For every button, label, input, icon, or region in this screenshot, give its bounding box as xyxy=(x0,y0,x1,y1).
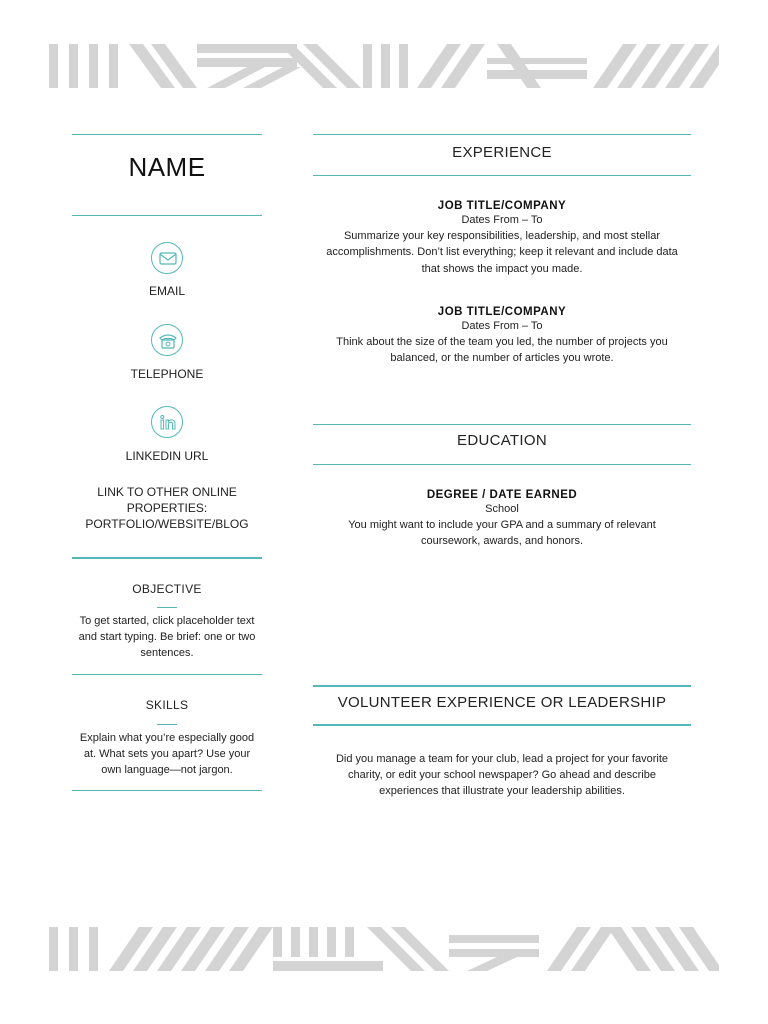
education-top-rule xyxy=(313,424,691,425)
experience-bottom-rule xyxy=(313,175,691,176)
objective-heading: OBJECTIVE xyxy=(132,582,202,596)
bottom-decorative-banner xyxy=(47,927,719,971)
school-name: School xyxy=(485,503,519,515)
objective-text xyxy=(72,613,262,662)
left-top-rule xyxy=(72,134,262,135)
job-dates: Dates From – To xyxy=(461,320,543,332)
objective-line: sentences. xyxy=(140,647,194,660)
objective-mini-rule xyxy=(157,607,177,608)
left-objective-rule xyxy=(72,557,262,559)
left-skills-rule xyxy=(72,674,262,675)
top-decorative-banner xyxy=(47,44,719,88)
other-links-line: PORTFOLIO/WEBSITE/BLOG xyxy=(85,517,249,531)
education-bottom-rule xyxy=(313,464,691,465)
skills-line: Explain what you’re especially good xyxy=(79,732,255,744)
volunteer-description-line: charity, or edit your school newspaper? Go ahead and describe xyxy=(348,769,656,782)
experience-heading: EXPERIENCE xyxy=(452,144,552,161)
job-dates: Dates From – To xyxy=(461,214,543,226)
education-heading: EDUCATION xyxy=(457,432,547,449)
skills-mini-rule xyxy=(157,724,177,725)
left-bottom-rule xyxy=(72,790,262,791)
skills-line: own language—not jargon. xyxy=(101,764,233,777)
other-links-line: PROPERTIES: xyxy=(126,501,208,515)
volunteer-description-line: Did you manage a team for your club, lead a project for your favorite xyxy=(335,753,668,765)
other-links-label xyxy=(72,484,262,532)
volunteer-top-rule xyxy=(313,685,691,687)
job-description-line: Summarize your key responsibilities, leadership, and most stellar xyxy=(343,230,661,243)
candidate-name: NAME xyxy=(128,152,206,182)
education-entry xyxy=(313,489,691,550)
telephone-icon xyxy=(151,324,183,356)
skills-heading: SKILLS xyxy=(145,698,189,712)
linkedin-label: LINKEDIN URL xyxy=(125,449,209,463)
telephone-label: TELEPHONE xyxy=(130,367,204,381)
job-title: JOB TITLE/COMPANY xyxy=(437,306,567,318)
job-entry xyxy=(313,306,691,367)
volunteer-bottom-rule xyxy=(313,724,691,726)
education-description-line: You might want to include your GPA and a summary of relevant xyxy=(348,519,656,532)
job-entry xyxy=(313,200,691,277)
email-icon xyxy=(151,242,183,274)
volunteer-entry xyxy=(313,751,691,800)
skills-text xyxy=(72,730,262,779)
job-description-line: Think about the size of the team you led, the number of projects you xyxy=(336,336,668,349)
job-title: JOB TITLE/COMPANY xyxy=(437,200,567,212)
job-description-line: balanced, or the number of articles you wrote. xyxy=(390,352,614,365)
objective-line: and start typing. Be brief: one or two xyxy=(78,631,256,644)
education-description-line: coursework, awards, and honors. xyxy=(420,535,584,548)
experience-top-rule xyxy=(313,134,691,135)
skills-line: at. What sets you apart? Use your xyxy=(83,748,251,761)
degree-title: DEGREE / DATE EARNED xyxy=(426,489,578,501)
objective-line: To get started, click placeholder text xyxy=(79,615,255,627)
job-description-line: that shows the impact you made. xyxy=(421,262,583,275)
linkedin-icon xyxy=(151,406,183,438)
left-name-rule xyxy=(72,215,262,216)
other-links-line: LINK TO OTHER ONLINE xyxy=(97,485,237,499)
volunteer-description-line: experiences that illustrate your leadership abilities. xyxy=(379,785,625,798)
email-label: EMAIL xyxy=(148,284,185,298)
job-description-line: accomplishments. Don’t list everything; keep it relevant and include data xyxy=(326,246,678,259)
volunteer-heading: VOLUNTEER EXPERIENCE OR LEADERSHIP xyxy=(337,694,667,711)
